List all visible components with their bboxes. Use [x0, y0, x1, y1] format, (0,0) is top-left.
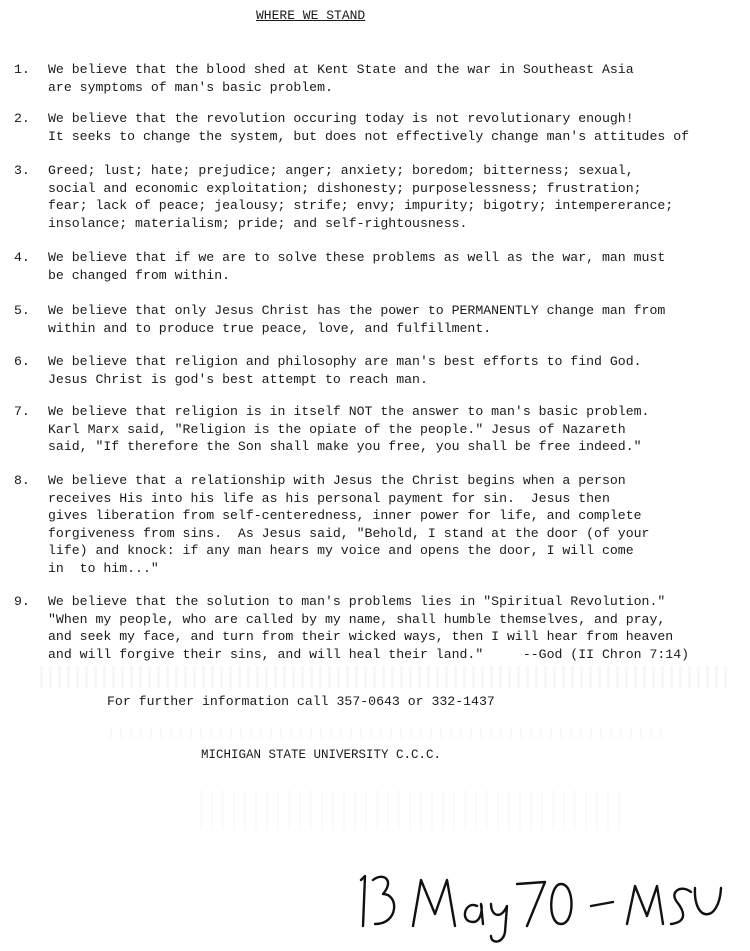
item-text: [48, 61, 750, 96]
handwriting-stroke: [627, 886, 663, 924]
item-line: Greed; lust; hate; prejudice; anger; anxiety; boredom; bitterness; sexual,: [48, 163, 634, 178]
item-line: We believe that only Jesus Christ has the power to PERMANENTLY change man from: [48, 303, 666, 318]
item-line: within and to produce true peace, love, and fulfillment.: [48, 320, 492, 336]
item-line: "When my people, who are called by my name, shall humble themselves, and pray,: [48, 611, 666, 627]
document-title: WHERE WE STAND: [256, 8, 366, 23]
item-line: We believe that if we are to solve these problems as well as the war, man must: [48, 250, 666, 265]
item-number: 9.: [14, 594, 30, 609]
bleed-through-texture: [110, 728, 670, 738]
item-text: [48, 302, 750, 337]
item-text: [48, 403, 750, 456]
item-line: We believe that a relationship with Jesus the Christ begins when a person: [48, 473, 626, 488]
handwriting-stroke: [373, 877, 394, 924]
item-text: [48, 249, 750, 284]
handwritten-date-note: [355, 866, 730, 946]
item-line: We believe that religion is in itself NOT the answer to man's basic problem.: [48, 404, 650, 419]
item-text: [48, 593, 750, 663]
handwriting-stroke: [671, 889, 691, 924]
item-line: are symptoms of man's basic problem.: [48, 79, 333, 95]
item-number: 7.: [14, 404, 30, 419]
organization-name: MICHIGAN STATE UNIVERSITY C.C.C.: [201, 748, 442, 762]
item-line: receives His into his life as his personal payment for sin. Jesus then: [48, 490, 610, 506]
item-text: [48, 472, 750, 577]
item-text: [48, 110, 750, 145]
item-number: 8.: [14, 473, 30, 488]
item-line: insolance; materialism; pride; and self-rightousness.: [48, 215, 468, 231]
handwriting-stroke: [551, 884, 571, 924]
item-line: We believe that the revolution occuring today is not revolutionary enough!: [48, 111, 634, 126]
item-line: social and economic exploitation; dishonesty; purposelessness; frustration;: [48, 180, 642, 196]
item-line: said, "If therefore the Son shall make you free, you shall be free indeed.": [48, 439, 642, 454]
item-number: 6.: [14, 354, 30, 369]
item-line: in to him...": [48, 560, 159, 576]
bleed-through-texture: [40, 666, 730, 688]
item-line: and will forgive their sins, and will heal their land." --God (II Chron 7:14): [48, 646, 690, 662]
handwriting-stroke: [413, 880, 455, 926]
item-line: It seeks to change the system, but does not effectively change man's attitudes of: [48, 128, 690, 144]
item-line: We believe that the blood shed at Kent State and the war in Southeast Asia: [48, 62, 634, 77]
item-number: 4.: [14, 250, 30, 265]
bleed-through-texture: [200, 790, 620, 830]
handwriting-stroke: [361, 876, 365, 926]
handwriting-stroke: [591, 902, 613, 906]
item-line: We believe that the solution to man's problems lies in "Spiritual Revolution.": [48, 594, 666, 609]
handwriting-stroke: [465, 904, 483, 924]
item-line: gives liberation from self-centeredness, inner power for life, and complete: [48, 508, 642, 523]
item-number: 2.: [14, 111, 30, 126]
item-number: 3.: [14, 163, 30, 178]
item-text: [48, 353, 750, 388]
item-line: and seek my face, and turn from their wicked ways, then I will hear from heaven: [48, 629, 674, 644]
item-line: Jesus Christ is god's best attempt to reach man.: [48, 371, 428, 387]
handwriting-stroke: [491, 904, 507, 942]
item-line: be changed from within.: [48, 267, 231, 283]
item-line: life) and knock: if any man hears my voice and opens the door, I will come: [48, 543, 634, 558]
item-number: 1.: [14, 62, 30, 77]
item-line: fear; lack of peace; jealousy; strife; envy; impurity; bigotry; intempererance;: [48, 198, 674, 213]
item-text: [48, 162, 750, 232]
handwriting-stroke: [695, 888, 721, 914]
item-number: 5.: [14, 303, 30, 318]
handwriting-stroke: [517, 882, 545, 926]
item-line: Karl Marx said, "Religion is the opiate of the people." Jesus of Nazareth: [48, 421, 626, 437]
contact-info: For further information call 357-0643 or 332-1437: [107, 694, 495, 709]
handwriting-drawing: [355, 866, 730, 946]
item-line: forgiveness from sins. As Jesus said, "Behold, I stand at the door (of your: [48, 525, 650, 541]
item-line: We believe that religion and philosophy are man's best efforts to find God.: [48, 354, 642, 369]
